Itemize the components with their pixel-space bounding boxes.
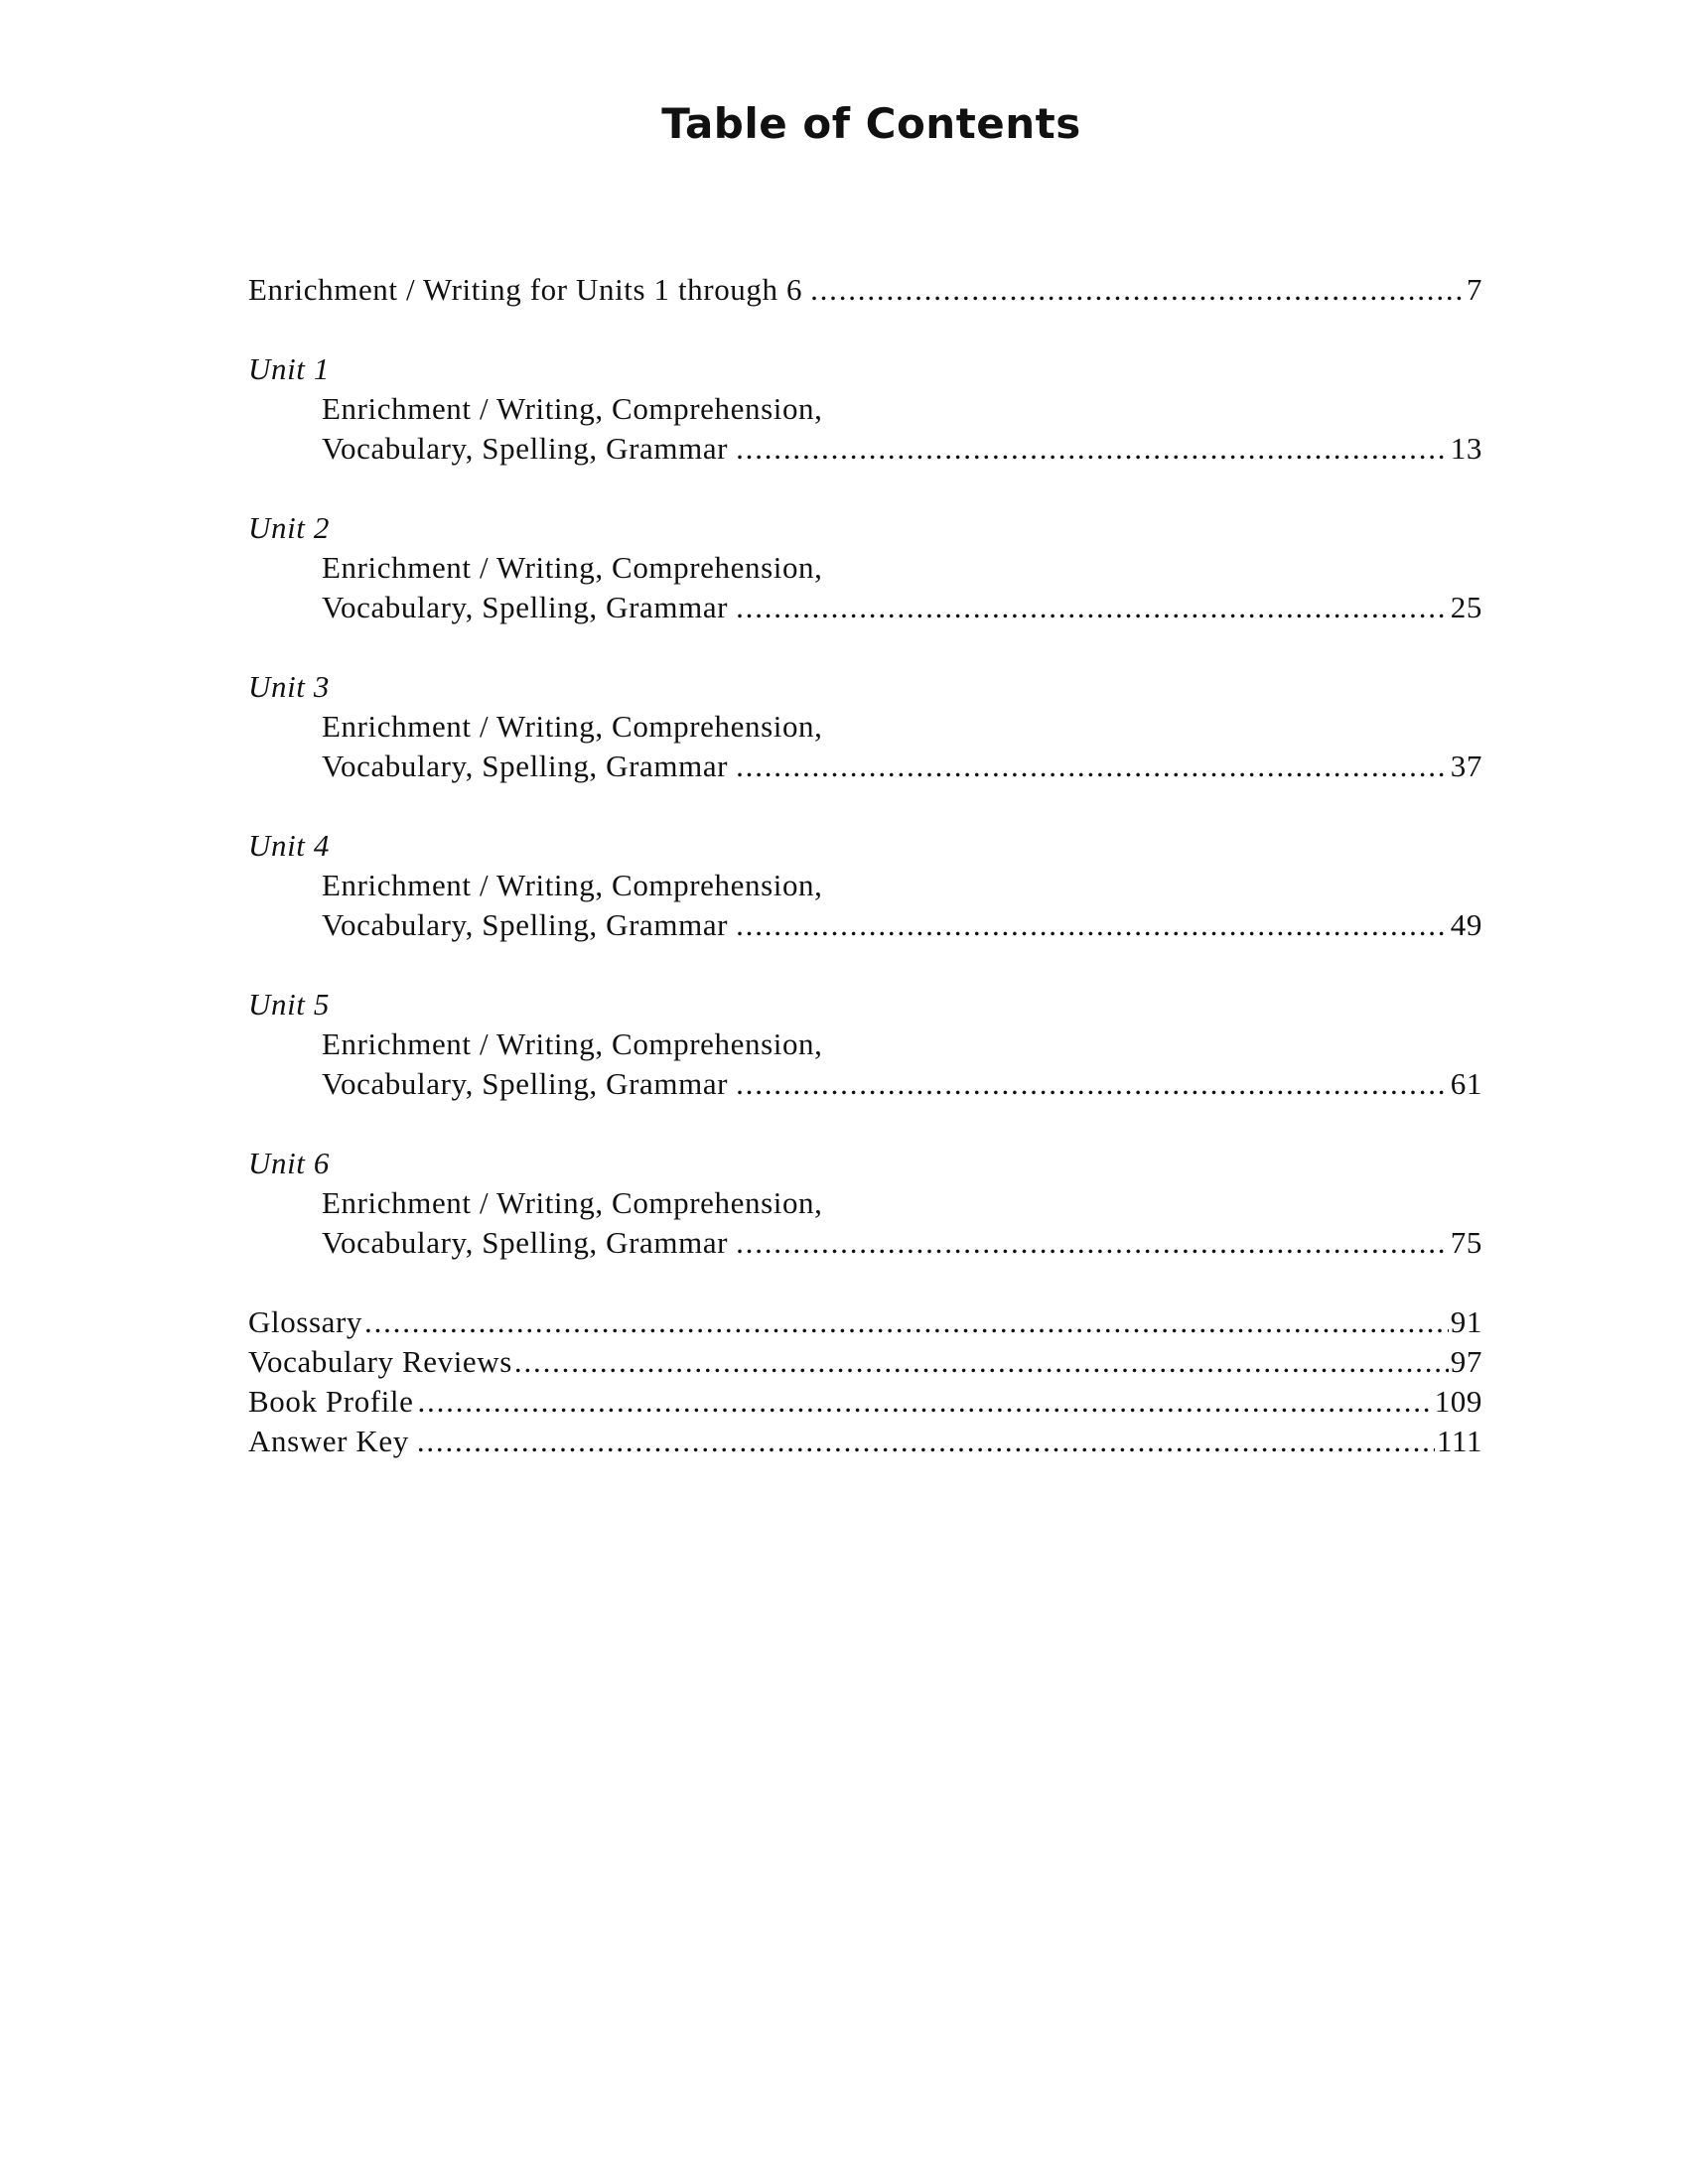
toc-unit-line xyxy=(248,707,1482,747)
toc-unit-line xyxy=(248,1183,1482,1223)
toc-entry-label: Enrichment / Writing for Units 1 through 6 xyxy=(248,272,803,307)
dot-leader xyxy=(736,905,1449,945)
toc-entry-label: Vocabulary, Spelling, Grammar xyxy=(322,590,729,624)
toc-unit-line xyxy=(248,548,1482,588)
dot-leader xyxy=(736,1064,1449,1104)
toc-entry-enrichment-writing xyxy=(248,270,1482,310)
toc-back-matter xyxy=(248,1302,1482,1461)
toc-entry-glossary xyxy=(248,1302,1482,1342)
toc-entry-label: Vocabulary, Spelling, Grammar xyxy=(322,1225,729,1260)
toc-unit-4 xyxy=(248,826,1482,945)
page-title: Table of Contents xyxy=(661,99,1081,148)
dot-leader xyxy=(364,1302,1449,1342)
toc-unit-3 xyxy=(248,667,1482,786)
toc-unit-line xyxy=(248,1223,1482,1263)
unit-heading: Unit 2 xyxy=(248,510,330,545)
toc-page-number: 7 xyxy=(1466,272,1482,307)
dot-leader xyxy=(736,747,1449,786)
toc-entry-vocabulary-reviews xyxy=(248,1342,1482,1382)
toc-entry-label: Vocabulary Reviews xyxy=(248,1344,512,1379)
toc-entry-label: Enrichment / Writing, Comprehension, xyxy=(322,1026,823,1061)
unit-heading: Unit 1 xyxy=(248,351,330,386)
toc-unit-line xyxy=(248,747,1482,786)
toc-unit-5 xyxy=(248,985,1482,1104)
toc-entry-label: Enrichment / Writing, Comprehension, xyxy=(322,391,823,426)
toc-page-number: 49 xyxy=(1450,907,1482,942)
unit-heading: Unit 4 xyxy=(248,828,330,863)
toc-unit-line xyxy=(248,1064,1482,1104)
toc-unit-line xyxy=(248,429,1482,469)
toc-entry-label: Enrichment / Writing, Comprehension, xyxy=(322,550,823,585)
unit-heading: Unit 6 xyxy=(248,1146,330,1180)
table-of-contents xyxy=(248,270,1482,1461)
toc-page-number: 91 xyxy=(1450,1304,1482,1339)
toc-unit-line xyxy=(248,866,1482,905)
toc-page-number: 97 xyxy=(1450,1344,1482,1379)
dot-leader xyxy=(810,270,1465,310)
toc-unit-line xyxy=(248,1024,1482,1064)
toc-page-number: 111 xyxy=(1437,1424,1482,1458)
dot-leader xyxy=(417,1422,1435,1461)
toc-entry-label: Vocabulary, Spelling, Grammar xyxy=(322,431,729,466)
dot-leader xyxy=(736,429,1449,469)
toc-unit-line xyxy=(248,389,1482,429)
unit-heading: Unit 3 xyxy=(248,669,330,704)
toc-page-number: 75 xyxy=(1450,1225,1482,1260)
toc-page-number: 25 xyxy=(1450,590,1482,624)
toc-entry-book-profile xyxy=(248,1382,1482,1422)
toc-entry-label: Answer Key xyxy=(248,1424,409,1458)
toc-unit-line xyxy=(248,588,1482,627)
toc-entry-label: Book Profile xyxy=(248,1384,414,1419)
toc-entry-label: Vocabulary, Spelling, Grammar xyxy=(322,749,729,783)
toc-entry-label: Vocabulary, Spelling, Grammar xyxy=(322,907,729,942)
toc-page-number: 61 xyxy=(1450,1066,1482,1101)
toc-entry-label: Glossary xyxy=(248,1304,363,1339)
toc-page-number: 109 xyxy=(1434,1384,1482,1419)
toc-unit-line xyxy=(248,905,1482,945)
toc-page-number: 37 xyxy=(1450,749,1482,783)
dot-leader xyxy=(514,1342,1449,1382)
toc-unit-2 xyxy=(248,508,1482,627)
toc-entry-label: Enrichment / Writing, Comprehension, xyxy=(322,709,823,744)
dot-leader xyxy=(418,1382,1433,1422)
dot-leader xyxy=(736,1223,1449,1263)
unit-heading: Unit 5 xyxy=(248,987,330,1022)
toc-entry-label: Enrichment / Writing, Comprehension, xyxy=(322,868,823,902)
dot-leader xyxy=(736,588,1449,627)
toc-page-number: 13 xyxy=(1450,431,1482,466)
toc-entry-label: Vocabulary, Spelling, Grammar xyxy=(322,1066,729,1101)
toc-entry-answer-key xyxy=(248,1422,1482,1461)
toc-entry-label: Enrichment / Writing, Comprehension, xyxy=(322,1185,823,1220)
toc-unit-1 xyxy=(248,349,1482,469)
toc-unit-6 xyxy=(248,1144,1482,1263)
